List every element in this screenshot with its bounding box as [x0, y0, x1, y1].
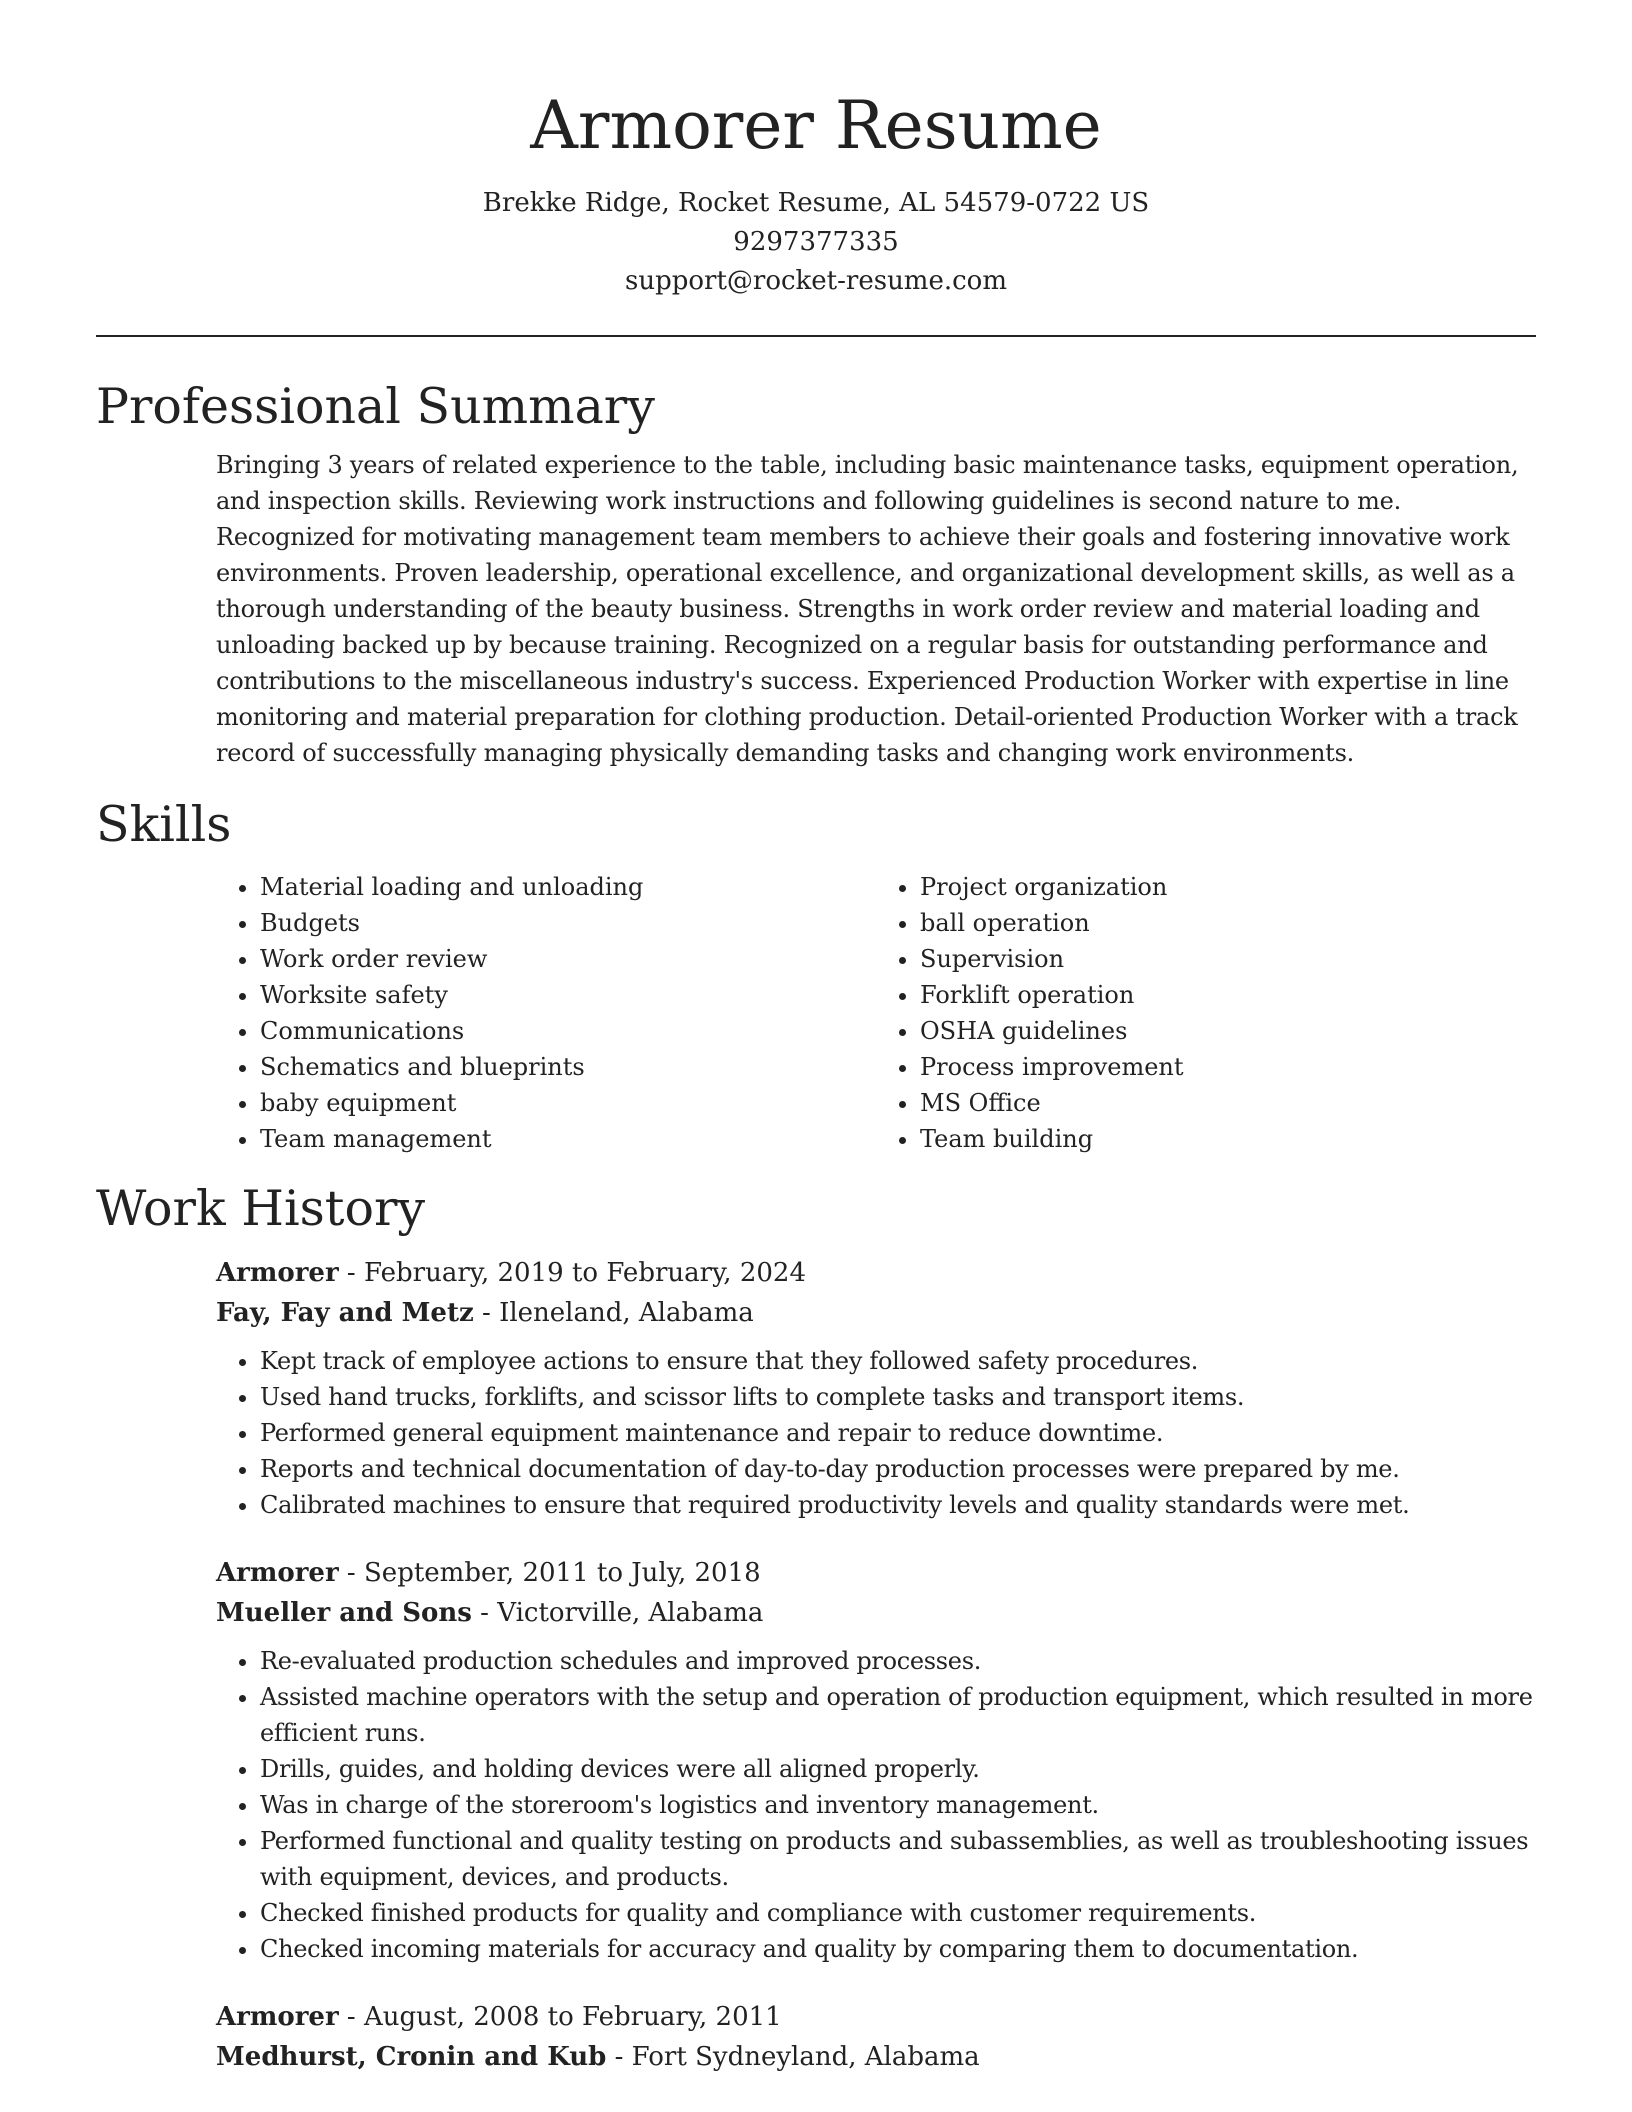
summary-heading: Professional Summary [96, 378, 655, 435]
skill-item: • Budgets [260, 905, 876, 941]
skill-item: • Work order review [260, 941, 876, 977]
skill-item: • Team management [260, 1121, 876, 1157]
job-title-line [216, 1553, 1536, 1593]
job-bullet: • Was in charge of the storeroom's logistics and inventory management. [260, 1787, 1536, 1823]
job-dates: February, 2019 to February, 2024 [364, 1258, 806, 1288]
summary-text: Bringing 3 years of related experience to the table, including basic maintenance tasks, equipment operation, and inspection skills. Reviewing work instructions and following guidelines is second nature to me. Recognized for motivating management team members to achieve their goals and fostering innovative work environments. Proven leadership, operational excellence, and organizational development skills, as well as a thorough understanding of the beauty business. Strengths in work order review and material loading and unloading backed up by because training. Recognized on a regular basis for outstanding performance and contributions to the miscellaneous industry's success. Experienced Production Worker with expertise in line monitoring and material preparation for clothing production. Detail-oriented Production Worker with a track record of successfully managing physically demanding tasks and changing work environments. [216, 451, 1519, 767]
job-bullet: • Checked incoming materials for accuracy and quality by comparing them to documentation. [260, 1931, 1536, 1967]
job-bullet: • Used hand trucks, forklifts, and scissor lifts to complete tasks and transport items. [260, 1379, 1536, 1415]
skills-list-left [216, 869, 876, 1157]
skill-item: • ball operation [920, 905, 1536, 941]
job-bullet: • Kept track of employee actions to ensure that they followed safety procedures. [260, 1343, 1536, 1379]
job-company-line [216, 1593, 1536, 1633]
job-title-line [216, 1997, 1536, 2037]
resume-title: Armorer Resume [530, 87, 1102, 164]
job-location: Ileneland, Alabama [499, 1298, 754, 1328]
resume-page [96, 0, 1536, 2077]
separator: - [338, 2002, 364, 2032]
job-entry [216, 1553, 1536, 1967]
separator: - [471, 1598, 498, 1628]
skill-item: • Team building [920, 1121, 1536, 1157]
skill-item: • OSHA guidelines [920, 1013, 1536, 1049]
job-bullets [216, 1643, 1536, 1967]
job-bullet: • Re-evaluated production schedules and improved processes. [260, 1643, 1536, 1679]
skill-item: • Communications [260, 1013, 876, 1049]
job-company: Medhurst, Cronin and Kub [216, 2042, 607, 2072]
job-company: Fay, Fay and Metz [216, 1298, 474, 1328]
resume-header [96, 0, 1536, 301]
skills-heading: Skills [96, 796, 232, 853]
job-company-line [216, 2037, 1536, 2077]
job-entry [216, 1253, 1536, 1523]
job-location: Victorville, Alabama [497, 1598, 764, 1628]
job-bullet: • Drills, guides, and holding devices were all aligned properly. [260, 1751, 1536, 1787]
job-bullets [216, 1343, 1536, 1523]
skill-item: • baby equipment [260, 1085, 876, 1121]
contact-address: Brekke Ridge, Rocket Resume, AL 54579-0722 US [482, 188, 1150, 218]
header-divider [96, 335, 1536, 337]
job-bullet: • Performed functional and quality testing on products and subassemblies, as well as troubleshooting issues with equipment, devices, and products. [260, 1823, 1536, 1895]
job-dates: September, 2011 to July, 2018 [364, 1558, 761, 1588]
job-company: Mueller and Sons [216, 1598, 472, 1628]
separator: - [338, 1258, 364, 1288]
job-title-line [216, 1253, 1536, 1293]
skill-item: • Process improvement [920, 1049, 1536, 1085]
summary-section [216, 447, 1536, 771]
separator: - [338, 1558, 364, 1588]
job-title: Armorer [216, 1258, 339, 1288]
skill-item: • Worksite safety [260, 977, 876, 1013]
skills-section [216, 869, 1536, 1157]
skills-grid [216, 869, 1536, 1157]
job-company-line [216, 1293, 1536, 1333]
separator: - [473, 1298, 500, 1328]
skill-item: • Supervision [920, 941, 1536, 977]
contact-email: support@rocket-resume.com [624, 266, 1007, 296]
job-bullet: • Performed general equipment maintenance and repair to reduce downtime. [260, 1415, 1536, 1451]
job-location: Fort Sydneyland, Alabama [631, 2042, 980, 2072]
skill-item: • MS Office [920, 1085, 1536, 1121]
skill-item: • Material loading and unloading [260, 869, 876, 905]
job-title: Armorer [216, 2002, 339, 2032]
job-bullet: • Calibrated machines to ensure that required productivity levels and quality standards were met. [260, 1487, 1536, 1523]
job-bullet: • Checked finished products for quality and compliance with customer requirements. [260, 1895, 1536, 1931]
work-history-section [216, 1253, 1536, 2077]
job-bullet: • Assisted machine operators with the setup and operation of production equipment, which resulted in more efficient runs. [260, 1679, 1536, 1751]
skill-item: • Project organization [920, 869, 1536, 905]
job-title: Armorer [216, 1558, 339, 1588]
job-dates: August, 2008 to February, 2011 [364, 2002, 782, 2032]
skills-list-right [876, 869, 1536, 1157]
job-bullet: • Reports and technical documentation of day-to-day production processes were prepared by me. [260, 1451, 1536, 1487]
work-history-heading: Work History [96, 1180, 426, 1237]
separator: - [606, 2042, 632, 2072]
skill-item: • Schematics and blueprints [260, 1049, 876, 1085]
contact-phone: 9297377335 [733, 227, 899, 257]
skill-item: • Forklift operation [920, 977, 1536, 1013]
job-entry [216, 1997, 1536, 2077]
